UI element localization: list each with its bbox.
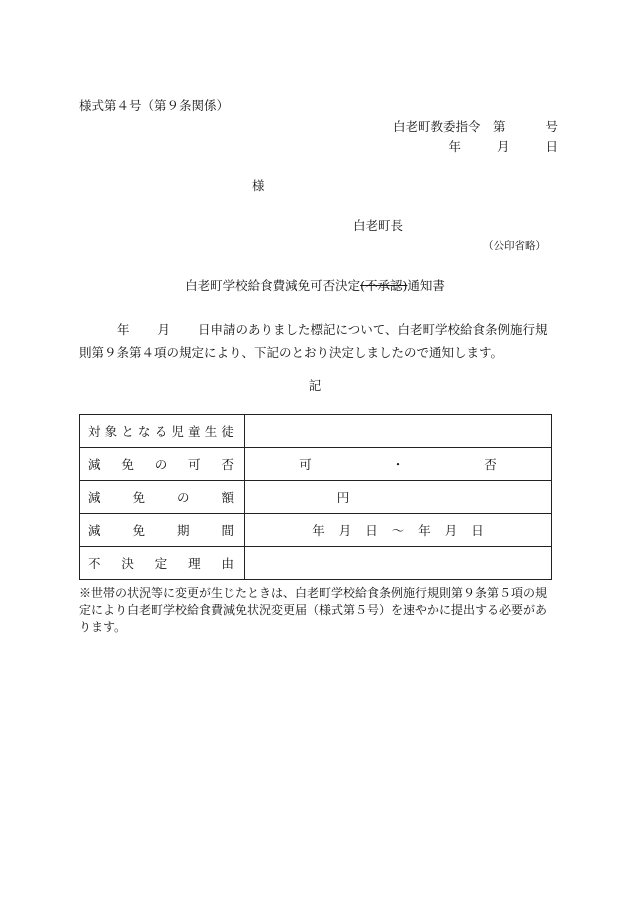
row-label-amount: 減 免 の 額 (80, 481, 245, 514)
seal-omitted-note: （公印省略） (483, 240, 546, 252)
sender-name: 白老町長 (353, 218, 404, 233)
row-label-approval: 減 免 の 可 否 (80, 448, 245, 481)
title-suffix: 通知書 (407, 278, 445, 293)
footnote: ※世帯の状況等に変更が生じたときは、白老町学校給食条例施行規則第９条第５項の規定により白老町学校給食費減免状況変更届（様式第５号）を速やかに提出する必要があります。 (79, 586, 548, 634)
document-title (0, 276, 630, 294)
row-label-reason: 不 決 定 理 由 (80, 547, 245, 580)
issue-number-line (393, 117, 558, 135)
form-number-label: 様式第４号（第９条関係） (79, 98, 230, 113)
issue-prefix: 白老町教委指令 第 (392, 119, 506, 134)
body-rest: 日申請のありました標記について、白老町学校給食条例施行規則第９条第４項の規定により、下記のとおり決定しましたので通知します。 (79, 322, 548, 360)
title-struck-text: (不承認) (360, 278, 408, 293)
approval-value (245, 448, 552, 481)
body-paragraph (79, 318, 553, 364)
table-row (80, 415, 552, 448)
row-label-target-student: 対 象 と な る 児 童 生 徒 (80, 415, 245, 448)
date-year: 年 (448, 139, 461, 154)
date-day: 日 (545, 139, 558, 154)
ki-heading: 記 (308, 378, 322, 393)
row-label-period: 減 免 期 間 (80, 514, 245, 547)
title-main: 白老町学校給食費減免可否決定 (185, 278, 361, 293)
date-month: 月 (496, 139, 510, 154)
addressee-honorific: 様 (252, 178, 265, 193)
approval-separator: ・ (391, 457, 405, 472)
approval-no: 否 (484, 457, 497, 472)
table-row (80, 514, 552, 547)
detail-table (79, 414, 552, 580)
body-month: 月 (157, 322, 171, 337)
target-student-value (245, 415, 552, 448)
amount-value (245, 481, 552, 514)
table-row (80, 547, 552, 580)
approval-yes: 可 (299, 457, 312, 472)
period-value: 年 月 日 ～ 年 月 日 (245, 514, 552, 547)
table-row (80, 481, 552, 514)
table-row (80, 448, 552, 481)
issue-date-line (448, 137, 558, 155)
amount-yen: 円 (336, 490, 350, 505)
body-year: 年 (117, 322, 130, 337)
reason-value (245, 547, 552, 580)
issue-suffix: 号 (545, 119, 558, 134)
